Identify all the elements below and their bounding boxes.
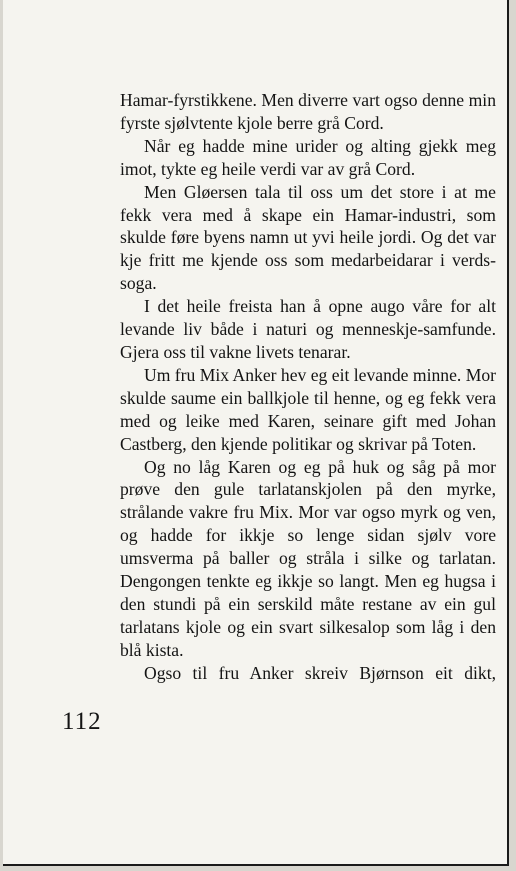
paragraph: Um fru Mix Anker hev eg eit levande minne. Mor skulde saume ein ballkjole til henne, og eg fekk vera med og leike med Karen, seinare gift med Johan Castberg, den kjende politikar og skrivar på Toten.: [120, 364, 496, 454]
book-page: [3, 0, 509, 866]
paragraph: Men Gløersen tala til oss um det store i at me fekk vera med å skape ein Hamar-industri, som skulde føre byens namn ut yvi heile jordi. Og det var kje fritt me kjende oss som medarbeidarar i verds-soga.: [120, 181, 496, 294]
paragraph: Og no låg Karen og eg på huk og såg på mor prøve den gule tarlatanskjolen på den myrke, strålande vakre fru Mix. Mor var ogso myrk og ven, og hadde for ikkje so lenge sidan sjølv vore umsverma på baller og stråla i silke og tarlatan. Dengongen tenkte eg ikkje so langt. Men eg hugsa i den stundi på ein serskild måte restane av ein gul tarlatans kjole og ein svart silkesalop som låg i den blå kista.: [120, 456, 496, 660]
paragraph: Hamar-fyrstikkene. Men diverre vart ogso denne min fyrste sjølvtente kjole berre grå Cord.: [120, 90, 496, 133]
body-text: [120, 89, 496, 685]
paragraph: Ogso til fru Anker skreiv Bjørnson eit dikt,: [144, 662, 496, 683]
paragraph: Når eg hadde mine urider og alting gjekk meg imot, tykte eg heile verdi var av grå Cord.: [120, 135, 496, 179]
paragraph: I det heile freista han å opne augo våre for alt levande liv både i naturi og menneskje-samfunde. Gjera oss til vakne livets tenarar.: [120, 296, 496, 362]
page-number: 112: [62, 708, 102, 735]
